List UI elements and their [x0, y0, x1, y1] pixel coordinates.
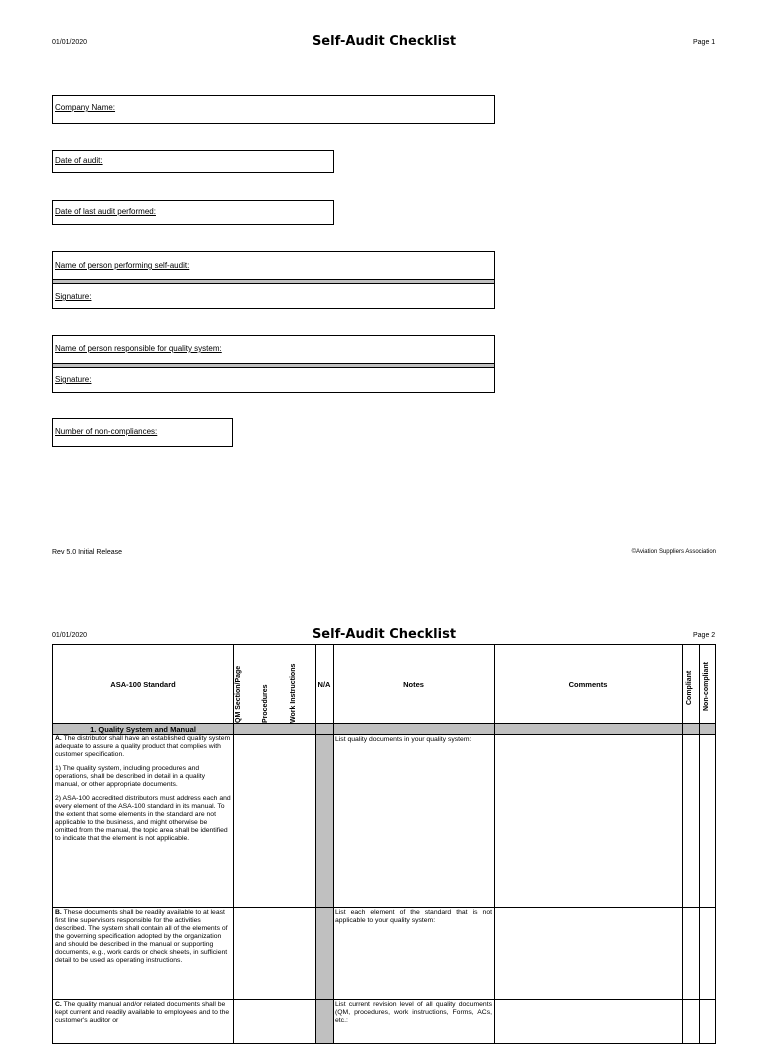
row-divider: [53, 907, 715, 908]
section-title: 1. Quality System and Manual: [90, 725, 196, 734]
col-divider: [315, 645, 316, 1043]
page1-page-number: Page 1: [693, 39, 716, 46]
responsible-block: [52, 335, 495, 393]
header-comments: Comments: [568, 680, 608, 689]
performer-name-label: Name of person performing self-audit:: [55, 261, 190, 270]
noncompliances-field[interactable]: [52, 418, 233, 447]
page1-title: Self-Audit Checklist: [311, 34, 457, 49]
header-work-instructions: Work Instructions: [290, 663, 297, 723]
row-a-sub1: 1) The quality system, including procedures and operations, shall be described in detail in a quality manual, or other appropriate documents.: [55, 765, 206, 788]
noncompliances-label: Number of non-compliances:: [55, 427, 158, 436]
row-a-text: The distributor shall have an established quality system adequate to assure a quality product that complies with customer specification.: [55, 735, 231, 758]
row-a-note[interactable]: List quality documents in your quality system:: [335, 736, 472, 743]
date-of-audit-label: Date of audit:: [55, 156, 103, 165]
row-c-letter: C.: [55, 1001, 62, 1008]
header-qm-section: QM Section/Page: [235, 665, 242, 723]
row-c-standard: [55, 1001, 231, 1031]
page1-footer-copyright: ©Aviation Suppliers Association: [631, 549, 716, 555]
header-non-compliant: Non-compliant: [703, 662, 710, 711]
performer-name-field[interactable]: [53, 252, 494, 279]
col-divider: [699, 645, 700, 1043]
performer-block: [52, 251, 495, 309]
row-a-letter: A.: [55, 735, 62, 742]
page2-title: Self-Audit Checklist: [311, 627, 457, 642]
page1-footer-revision: Rev 5.0 Initial Release: [52, 549, 123, 556]
performer-signature-field[interactable]: [53, 284, 494, 309]
header-procedures: Procedures: [262, 684, 269, 723]
date-last-audit-label: Date of last audit performed:: [55, 207, 156, 216]
row-c-note[interactable]: List current revision level of all quality documents (QM, procedures, work instructions, Forms, ACs, etc.:: [335, 1001, 492, 1024]
responsible-name-field[interactable]: [53, 336, 494, 363]
col-divider: [494, 645, 495, 1043]
responsible-name-label: Name of person responsible for quality system:: [55, 344, 222, 353]
row-a-sub2: 2) ASA-100 accredited distributors must address each and every element of the ASA-100 standard in its manual. To the extent that some elements in the standard are not applicable to the business, and might otherwise be omitted from the manual, the topic area shall be identified to indicate that the element is not applicable.: [55, 795, 231, 842]
responsible-signature-field[interactable]: [53, 368, 494, 393]
row-a-standard: [55, 735, 231, 849]
company-name-label: Company Name:: [55, 103, 116, 112]
col-divider: [682, 645, 683, 1043]
date-last-audit-field[interactable]: [52, 200, 334, 225]
header-na: N/A: [317, 680, 331, 689]
header-compliant: Compliant: [686, 670, 693, 705]
col-divider: [233, 645, 234, 1043]
header-standard: ASA-100 Standard: [110, 680, 176, 689]
row-c-text: The quality manual and/or related documents shall be kept current and readily available to employees and to the customer's auditor or: [55, 1001, 230, 1024]
row-b-standard: [55, 909, 231, 971]
company-name-field[interactable]: [52, 95, 495, 124]
page2-page-number: Page 2: [693, 632, 716, 639]
page1-date: 01/01/2020: [52, 39, 88, 46]
header-notes: Notes: [403, 680, 424, 689]
checklist-table: [52, 644, 716, 1044]
page2-date: 01/01/2020: [52, 632, 88, 639]
date-of-audit-field[interactable]: [52, 150, 334, 173]
na-column-fill: [315, 734, 333, 1043]
performer-signature-label: Signature:: [55, 292, 92, 301]
row-b-text: These documents shall be readily available to at least first line supervisors responsible for the activities described. The system shall contain all of the elements of the governing specification adopted by the organization and should be described in the manual or supporting documents, e.g., work cards or check sheets, in sufficient detail to be used as operating instructions.: [55, 909, 228, 964]
col-divider: [333, 645, 334, 1043]
row-divider: [53, 723, 715, 724]
row-b-letter: B.: [55, 909, 62, 916]
row-divider: [53, 999, 715, 1000]
responsible-signature-label: Signature:: [55, 375, 92, 384]
row-b-note[interactable]: List each element of the standard that is not applicable to your quality system:: [335, 909, 492, 924]
